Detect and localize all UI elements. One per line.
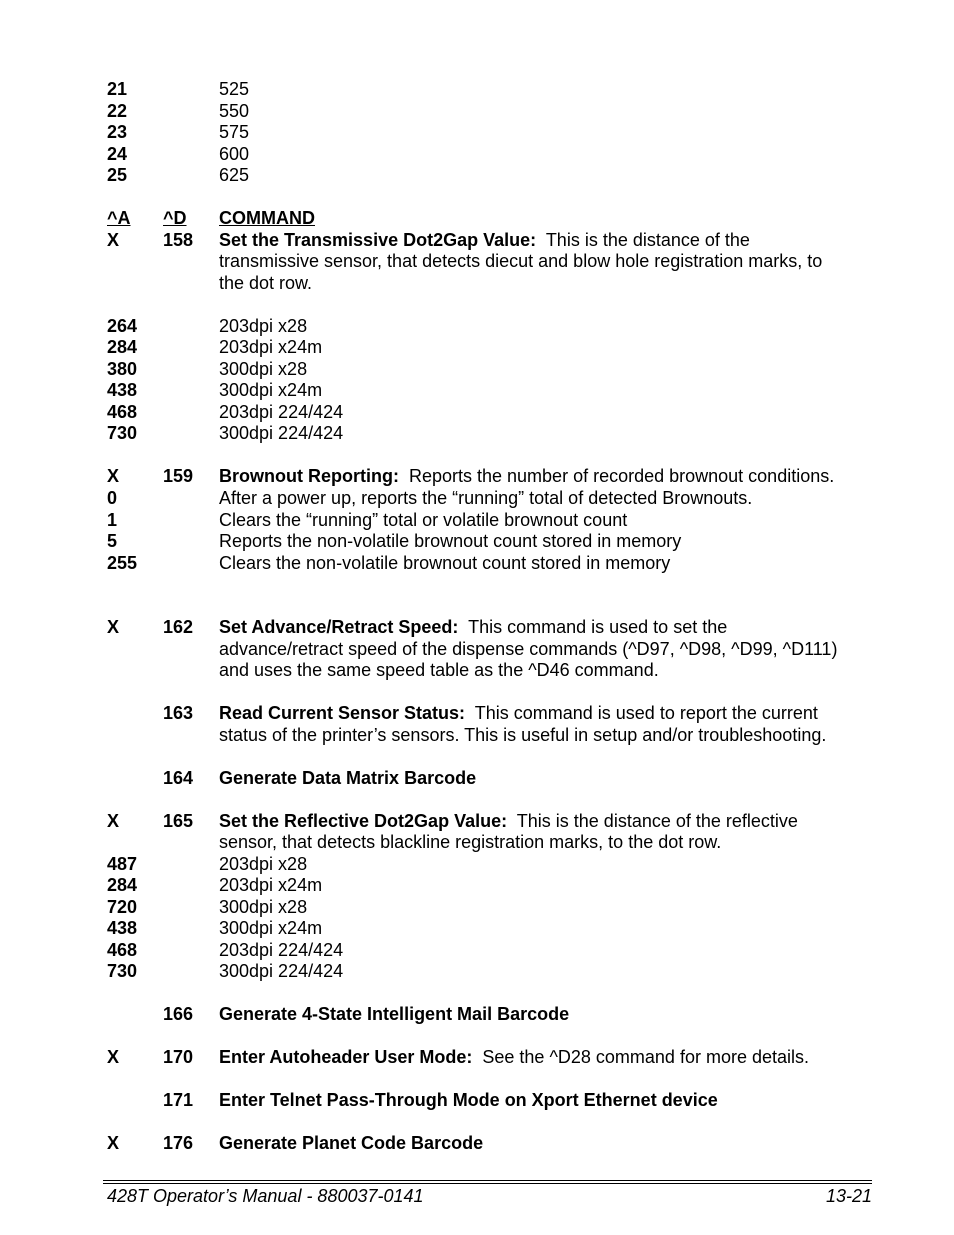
command-title: Generate 4-State Intelligent Mail Barcode — [219, 1004, 570, 1024]
value-row — [0, 487, 954, 509]
value-code: 1 — [107, 510, 118, 530]
command-title: Enter Telnet Pass-Through Mode on Xport Ethernet device — [219, 1090, 718, 1110]
command-d: 158 — [163, 230, 194, 250]
command-166 — [0, 1003, 954, 1025]
command-title: Set the Reflective Dot2Gap Value: — [219, 811, 508, 831]
command-title: Set Advance/Retract Speed: — [219, 617, 459, 637]
command-d: 176 — [163, 1133, 194, 1153]
value-desc: 203dpi x24m — [219, 337, 323, 357]
value-row — [0, 896, 954, 918]
value-row — [0, 379, 954, 401]
speed-row — [0, 100, 954, 122]
command-desc-line — [0, 831, 954, 853]
command-title: Enter Autoheader User Mode: — [219, 1047, 473, 1067]
table-header — [0, 207, 954, 229]
value-row — [0, 336, 954, 358]
value-desc: 600 — [219, 144, 250, 164]
value-desc: After a power up, reports the “running” total of detected Brownouts. — [219, 488, 753, 508]
command-164 — [0, 767, 954, 789]
value-row — [0, 315, 954, 337]
page-number: 13-21 — [825, 1186, 872, 1206]
footer-rule — [103, 1180, 872, 1181]
value-code: 24 — [107, 144, 128, 164]
value-desc: 203dpi 224/424 — [219, 402, 344, 422]
footer-manual-title: 428T Operator’s Manual - 880037-0141 — [107, 1186, 424, 1206]
value-row — [0, 401, 954, 423]
command-desc-line — [0, 724, 954, 746]
command-desc: Reports the number of recorded brownout conditions. — [408, 466, 835, 486]
command-desc: This is the distance of the reflective — [516, 811, 798, 831]
command-171 — [0, 1089, 954, 1111]
value-code: 255 — [107, 553, 138, 573]
value-code: 22 — [107, 101, 128, 121]
command-desc-line — [0, 659, 954, 681]
command-a: X — [107, 230, 120, 250]
value-code: 380 — [107, 359, 138, 379]
desc-line: status of the printer’s sensors. This is useful in setup and/or troubleshooting. — [219, 725, 827, 745]
header-a: ^A — [107, 208, 131, 228]
command-a: X — [107, 466, 120, 486]
command-desc-line — [0, 272, 954, 294]
desc-line: transmissive sensor, that detects diecut and blow hole registration marks, to — [219, 251, 823, 271]
value-desc: 203dpi 224/424 — [219, 940, 344, 960]
speed-row — [0, 121, 954, 143]
command-165 — [0, 810, 954, 832]
command-desc: See the ^D28 command for more details. — [482, 1047, 809, 1067]
footer-rule — [103, 1183, 872, 1184]
command-desc: This command is used to set the — [468, 617, 728, 637]
command-title: Brownout Reporting: — [219, 466, 399, 486]
command-d: 165 — [163, 811, 194, 831]
value-desc: Clears the non-volatile brownout count stored in memory — [219, 553, 671, 573]
command-162 — [0, 616, 954, 638]
command-176 — [0, 1132, 954, 1154]
value-code: 438 — [107, 918, 138, 938]
desc-line: the dot row. — [219, 273, 313, 293]
value-code: 720 — [107, 897, 138, 917]
value-code: 25 — [107, 165, 128, 185]
value-desc: Clears the “running” total or volatile brownout count — [219, 510, 628, 530]
desc-line: and uses the same speed table as the ^D46 command. — [219, 660, 659, 680]
value-row — [0, 422, 954, 444]
value-code: 468 — [107, 940, 138, 960]
value-desc: 550 — [219, 101, 250, 121]
header-command: COMMAND — [219, 208, 315, 228]
command-title: Generate Data Matrix Barcode — [219, 768, 477, 788]
speed-row — [0, 164, 954, 186]
value-row — [0, 552, 954, 574]
command-desc-line — [0, 250, 954, 272]
value-code: 21 — [107, 79, 128, 99]
command-d: 170 — [163, 1047, 194, 1067]
command-159 — [0, 465, 954, 487]
value-row — [0, 509, 954, 531]
command-a: X — [107, 1133, 120, 1153]
value-desc: 525 — [219, 79, 250, 99]
speed-row — [0, 78, 954, 100]
value-row — [0, 917, 954, 939]
command-desc: This is the distance of the — [545, 230, 750, 250]
value-desc: 300dpi x24m — [219, 380, 323, 400]
value-row — [0, 530, 954, 552]
command-d: 162 — [163, 617, 194, 637]
value-row — [0, 960, 954, 982]
value-code: 5 — [107, 531, 118, 551]
value-row — [0, 874, 954, 896]
value-desc: 300dpi 224/424 — [219, 423, 344, 443]
speed-row — [0, 143, 954, 165]
value-row — [0, 939, 954, 961]
value-code: 284 — [107, 875, 138, 895]
value-code: 730 — [107, 423, 138, 443]
command-d: 171 — [163, 1090, 194, 1110]
value-desc: 575 — [219, 122, 250, 142]
command-a: X — [107, 811, 120, 831]
command-a: X — [107, 617, 120, 637]
value-desc: 300dpi 224/424 — [219, 961, 344, 981]
value-code: 0 — [107, 488, 118, 508]
command-170 — [0, 1046, 954, 1068]
command-a: X — [107, 1047, 120, 1067]
command-d: 159 — [163, 466, 194, 486]
command-158 — [0, 229, 954, 251]
value-desc: Reports the non-volatile brownout count stored in memory — [219, 531, 682, 551]
command-d: 166 — [163, 1004, 194, 1024]
command-desc-line — [0, 638, 954, 660]
value-code: 264 — [107, 316, 138, 336]
value-code: 23 — [107, 122, 128, 142]
command-desc: This command is used to report the current — [474, 703, 818, 723]
command-title: Read Current Sensor Status: — [219, 703, 466, 723]
value-row — [0, 358, 954, 380]
value-desc: 300dpi x28 — [219, 897, 308, 917]
value-code: 487 — [107, 854, 138, 874]
command-title: Set the Transmissive Dot2Gap Value: — [219, 230, 537, 250]
desc-line: advance/retract speed of the dispense commands (^D97, ^D98, ^D99, ^D111) — [219, 639, 838, 659]
value-desc: 203dpi x24m — [219, 875, 323, 895]
value-desc: 300dpi x28 — [219, 359, 308, 379]
value-code: 284 — [107, 337, 138, 357]
value-code: 468 — [107, 402, 138, 422]
value-row — [0, 853, 954, 875]
value-desc: 300dpi x24m — [219, 918, 323, 938]
value-desc: 625 — [219, 165, 250, 185]
value-code: 438 — [107, 380, 138, 400]
value-desc: 203dpi x28 — [219, 316, 308, 336]
desc-line: sensor, that detects blackline registration marks, to the dot row. — [219, 832, 722, 852]
value-code: 730 — [107, 961, 138, 981]
command-163 — [0, 702, 954, 724]
value-desc: 203dpi x28 — [219, 854, 308, 874]
command-title: Generate Planet Code Barcode — [219, 1133, 484, 1153]
command-d: 163 — [163, 703, 194, 723]
header-d: ^D — [163, 208, 187, 228]
command-d: 164 — [163, 768, 194, 788]
